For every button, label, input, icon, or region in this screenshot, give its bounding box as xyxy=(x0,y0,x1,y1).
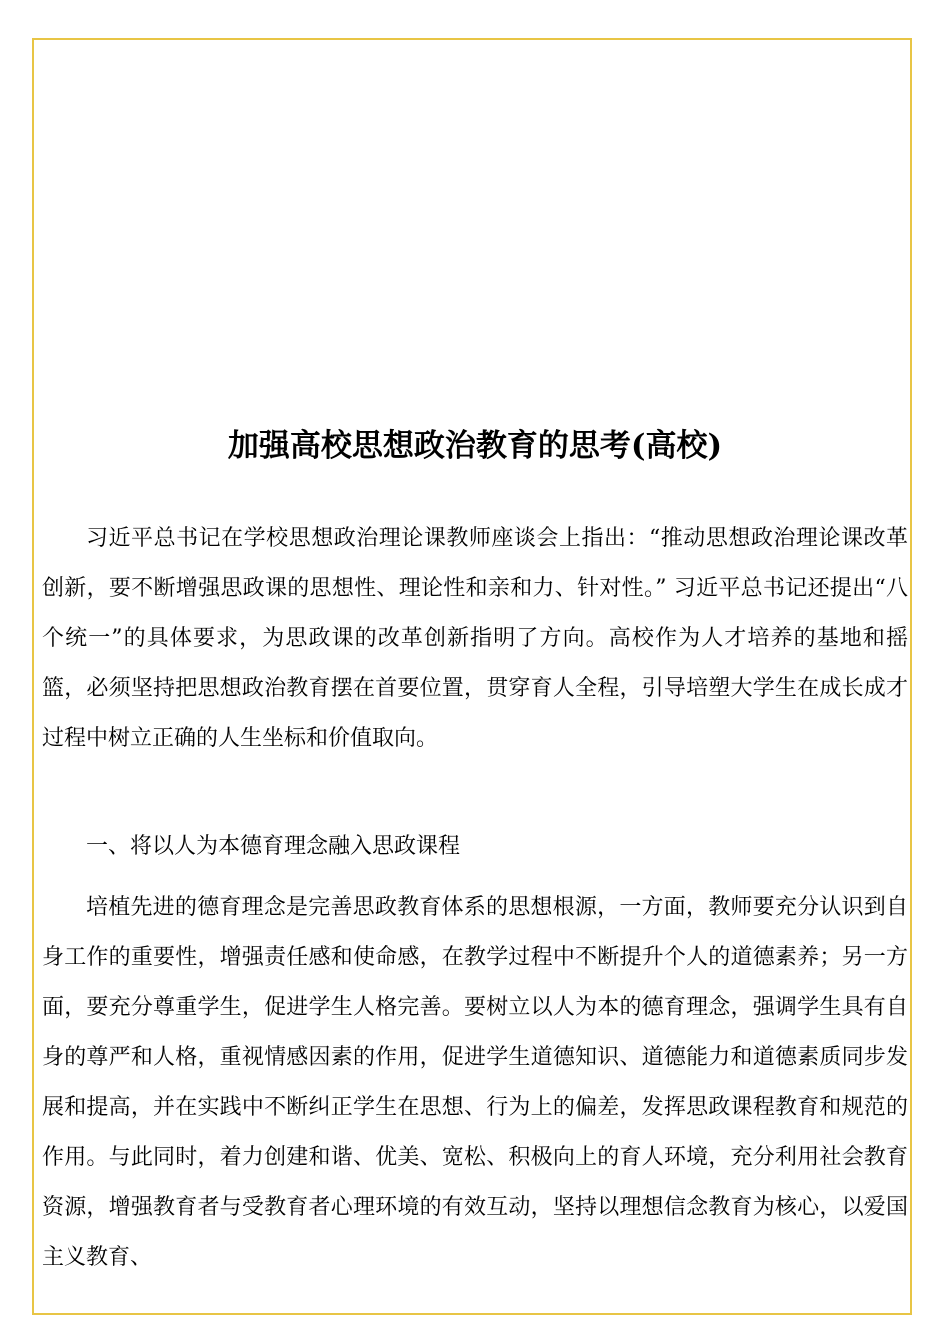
section-heading: 一、将以人为本德育理念融入思政课程 xyxy=(86,834,461,859)
document-title: 加强高校思想政治教育的思考(高校) xyxy=(227,428,723,464)
section-paragraph: 培植先进的德育理念是完善思政教育体系的思想根源，一方面，教师要充分认识到自身工作的重要性，增强责任感和使命感，在教学过程中不断提升个人的道德素养；另一方面，要充分尊重学生，促进学生人格完善。要树立以人为本的德育理念，强调学生具有自身的尊严和人格，重视情感因素的作用，促进学生道德知识、道德能力和道德素质同步发展和提高，并在实践中不断纠正学生在思想、行为上的偏差，发挥思政课程教育和规范的作用。与此同时，着力创建和谐、优美、宽松、积极向上的育人环境，充分利用社会教育资源，增强教育者与受教育者心理环境的有效互动，坚持以理想信念教育为核心，以爱国主义教育、 xyxy=(42,895,908,1270)
intro-paragraph: 习近平总书记在学校思想政治理论课教师座谈会上指出：“推动思想政治理论课改革创新，要不断增强思政课的思想性、理论性和亲和力、针对性。” 习近平总书记还提出“八个统一”的具体要求，为思政课的改革创新指明了方向。高校作为人才培养的基地和摇篮，必须坚持把思想政治教育摆在首要位置，贯穿育人全程，引导培塑大学生在成长成才过程中树立正确的人生坐标和价值取向。 xyxy=(42,526,908,751)
